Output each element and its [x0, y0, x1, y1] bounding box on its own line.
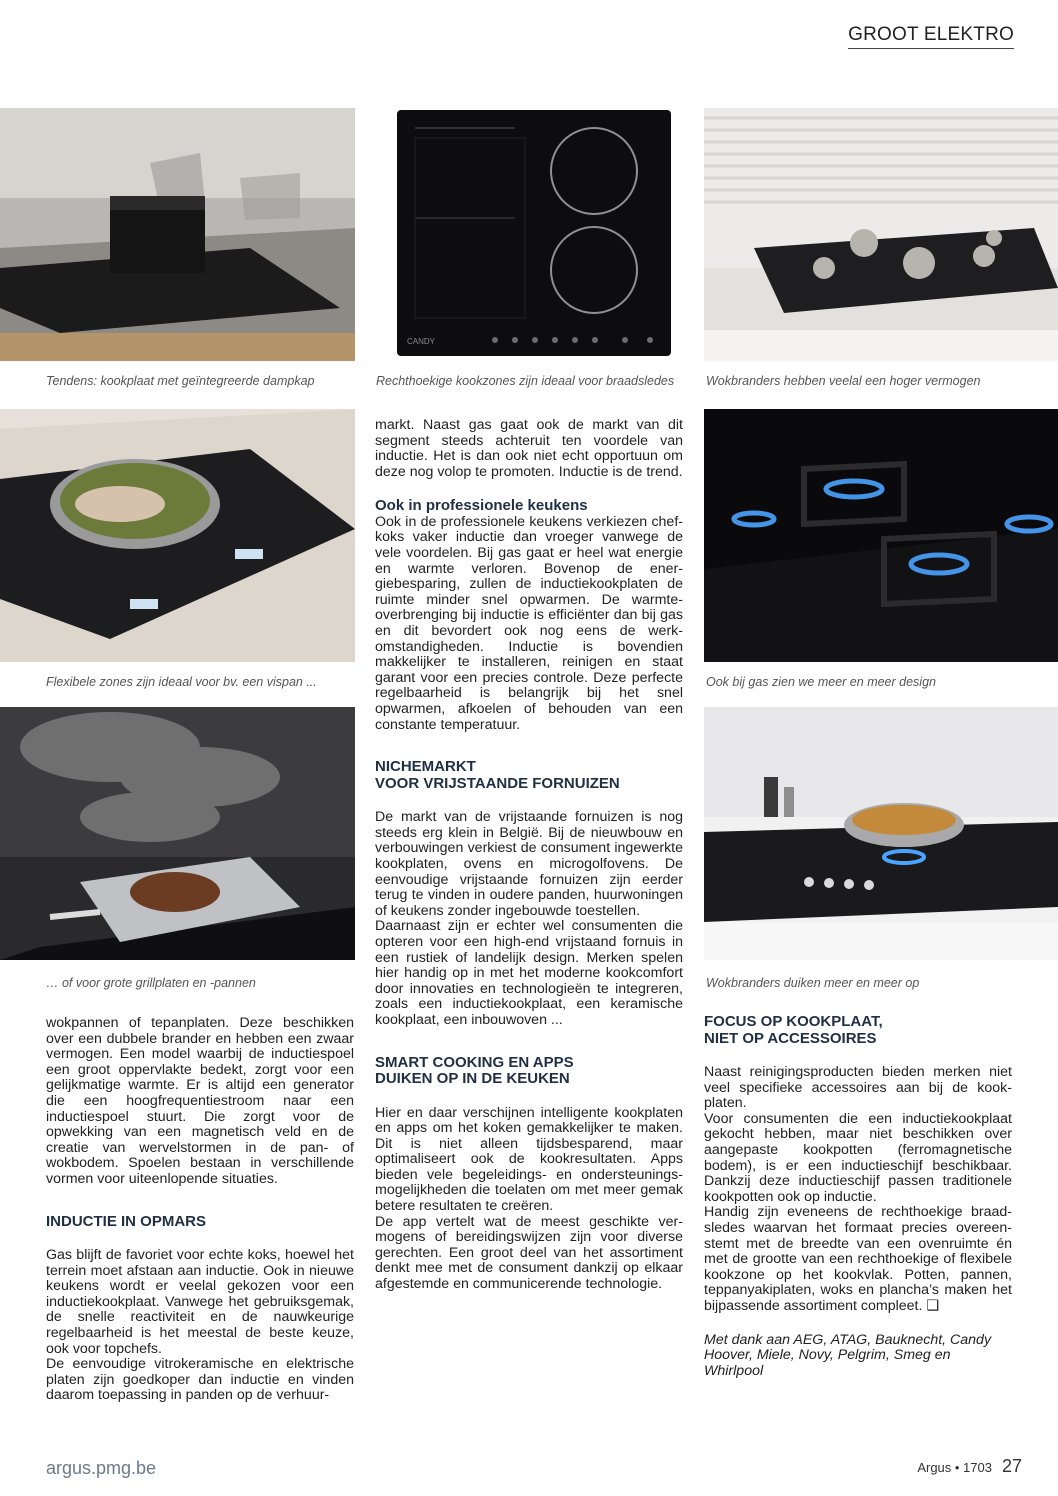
photo-design-gas-hob — [704, 409, 1058, 662]
heading-focus-line-2: NIET OP ACCESSOIRES — [704, 1029, 877, 1047]
photo-downdraft-cooktop — [0, 108, 355, 361]
photo-wok-gas-burner — [704, 707, 1058, 960]
photo-gas-wok-burners — [704, 108, 1058, 361]
col3-paragraph-2: Voor consumenten die een inductiekookplaat gekocht hebben, maar niet beschikken over aangepaste kookpotten (ferromagnetische bodem), is er een inductieschijf beschikbaar. Dankzij deze inductieschijf passen traditionele kookpotten ook op inductie. — [704, 1110, 1012, 1205]
col1-paragraph-1: wokpannen of tepanplaten. Deze beschikken over een dubbele brander en hebben een zwaar vermogen. Een model waarbij de inductiespoel een groot oppervlakte bedekt, zorgt voor een gelijkmatige warmte. Er is altijd een generator die een hoogfrequentiestroom naar een inductiespoel stuurt. Die zorgt voor de opwekking van een magnetisch veld en de creatie van wervelstormen in de pan- of wokbodem. Spoelen bestaan in verschillende vormen voor uiteenlopende situaties. — [46, 1015, 354, 1187]
article-column-2 — [375, 418, 683, 1293]
photo-grill-pan-steam — [0, 707, 355, 960]
col3-paragraph-1: Naast reinigingsproducten bieden merken niet veel specifieke accessoires aan bij de kookplaten. — [704, 1064, 1012, 1112]
footer-issue — [917, 1456, 1022, 1477]
photo-candy-induction-hob — [395, 108, 673, 358]
footer-site-link[interactable]: argus.pmg.be — [46, 1458, 157, 1478]
article-column-1 — [46, 1016, 354, 1404]
caption-photo-5: Ook bij gas zien we meer en meer design — [706, 675, 936, 689]
col3-paragraph-3: Handig zijn eveneens de rechthoekige braadsledes waarvan het formaat precies overeenstemt met de breedte van een ovenruimte én met de grootte van een rechthoekige of flexibele kookzone op het kookvlak. Potten, pannen, teppanyakiplaten, woks en plancha’s maken het bijpassende assortiment compleet. ❑ — [704, 1204, 1012, 1314]
col3-acknowledgements: Met dank aan AEG, ATAG, Bauknecht, Candy Hoover, Miele, Novy, Pelgrim, Smeg en Whirlpool — [704, 1331, 992, 1379]
heading-nichemarkt-line-1: NICHEMARKT — [375, 758, 476, 776]
col1-paragraph-2: Gas blijft de favoriet voor echte koks, hoewel het terrein moet afstaan aan inductie. Ook in nieuwe keukens wordt er veelal gekozen voor een inductiekookplaat. Vanwege het gebruiksgemak, de snelle reactiviteit en de nauwkeurige regelbaarheid is het meestal de beste keuze, ook voor topchefs. — [46, 1247, 354, 1357]
col2-paragraph-1: markt. Naast gas gaat ook de markt van dit segment steeds achteruit ten voordele van inductie. Het is dan ook niet echt opportuun om deze nog volop te promoten. Inductie is de trend. — [375, 417, 683, 480]
col2-paragraph-6: De app vertelt wat de meest geschikte vermogens of bereidingswijzen zijn voor diverse gerechten. Een groot deel van het assortiment denkt mee met de consument dankzij op elkaar afgestemde en communicerende technologie. — [375, 1213, 683, 1293]
heading-smart-cooking-line-2: DUIKEN OP IN DE KEUKEN — [375, 1070, 570, 1087]
caption-photo-7: Wokbranders duiken meer en meer op — [706, 976, 920, 990]
caption-photo-3: Wokbranders hebben veelal een hoger vermogen — [706, 374, 981, 388]
article-column-3 — [704, 1014, 1012, 1379]
caption-photo-6: … of voor grote grillplaten en -pannen — [46, 976, 256, 990]
footer-issue-label: Argus • 1703 — [917, 1460, 992, 1475]
caption-photo-1: Tendens: kookplaat met geïntegreerde dampkap — [46, 374, 315, 388]
heading-professionele-keukens: Ook in professionele keukens — [375, 497, 588, 515]
col1-paragraph-3: De eenvoudige vitrokeramische en elektrische platen zijn goedkoper dan inductie en vinden daarom toepassing in panden op de verhuur- — [46, 1356, 354, 1404]
photo-fish-pan-flex-zone — [0, 409, 355, 662]
col2-paragraph-5: Hier en daar verschijnen intelligente kookplaten en apps om het koken gemakkelijker te maken. Dit is niet alleen tijdsbesparend, maar optimaliseert ook de kookresultaten. Apps bieden vele begeleidings- en ondersteuningsmogelijkheden die toelaten om met meer gemak betere resultaten te creëren. — [375, 1104, 683, 1215]
heading-focus-line-1: FOCUS OP KOOKPLAAT, — [704, 1013, 883, 1030]
caption-photo-4: Flexibele zones zijn ideaal voor bv. een vispan ... — [46, 675, 317, 689]
caption-photo-2: Rechthoekige kookzones zijn ideaal voor braadsledes — [376, 374, 675, 388]
heading-smart-cooking-line-1: SMART COOKING EN APPS — [375, 1053, 574, 1071]
col2-paragraph-3: De markt van de vrijstaande fornuizen is nog steeds erg klein in België. Bij de nieuwbouw en verbouwingen verkiest de consument ingewerkte kookplaten, ovens en microgolfovens. De eenvoudige vrijstaande fornuizen zijn eerder terug te vinden in oudere panden, huurwoningen of keukens zonder ingebouwde toestellen. — [375, 809, 683, 919]
col2-paragraph-4: Daarnaast zijn er echter wel consumenten die opteren voor een high-end vrijstaand fornuis in een rustiek of landelijk design. Merken spelen hier handig op in met het moderne kookcomfort door innovaties en technologieën te integreren, zoals een inductiekookplaat, een keramische kookplaat, een inbouwoven ... — [375, 918, 683, 1028]
heading-inductie-in-opmars: INDUCTIE IN OPMARS — [46, 1212, 207, 1230]
page-number: 27 — [1001, 1456, 1022, 1476]
col2-paragraph-2: Ook in de professionele keukens verkiezen chef-koks vaker inductie dan vroeger vanwege de vele voordelen. Bij gas gaat er heel wat energie en warmte verloren. Bovenop de energiebesparing, zullen de inductiekookplaten de ruimte minder snel opwarmen. De warmteoverbrenging bij inductie is efficiënter dan bij gas en dit bevordert ook nog eens de werkomstandigheden. Inductie is bovendien makkelijker te installeren, reinigen en staat garant voor een precies controle. Deze perfecte regelbaarheid is belangrijk bij het snel opwarmen, afkoelen of behouden van een constante temperatuur. — [375, 513, 683, 733]
section-tag: GROOT ELEKTRO — [848, 24, 1014, 49]
candy-logo: CANDY — [407, 337, 436, 346]
heading-nichemarkt-line-2: VOOR VRIJSTAANDE FORNUIZEN — [375, 774, 620, 792]
